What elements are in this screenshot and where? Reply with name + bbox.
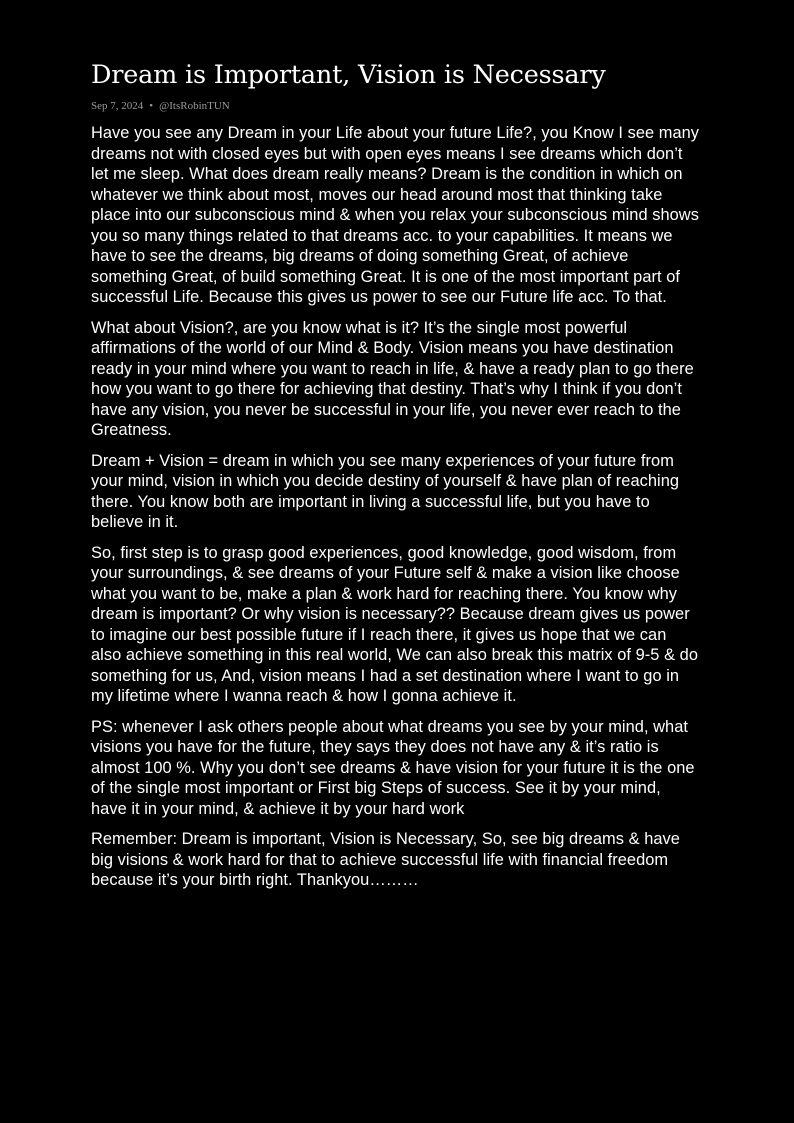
paragraph-ps: PS: whenever I ask others people about what dreams you see by your mind, what visions you have for the future, they says they does not have any & it’s ratio is almost 100 %. Why you don’t see dreams & have vision for your future it is the one of the single most important or First big Steps of success. See it by your mind, have it in your mind, & achieve it by your hard work [91,717,695,818]
publish-date: Sep 7, 2024 [91,100,144,112]
article-meta [91,98,701,114]
paragraph-dream-plus-vision: Dream + Vision = dream in which you see many experiences of your future from your mind, vision in which you decide destiny of yourself & have plan of reaching there. You know both are important in living a successful life, but you have to believe in it. [91,451,680,531]
paragraph-remember: Remember: Dream is important, Vision is Necessary, So, see big dreams & have big visions & work hard for that to achieve successful life with financial freedom because it’s your birth right. Thankyou……… [91,830,680,889]
paragraph-vision: What about Vision?, are you know what is it? It’s the single most powerful affirmations of the world of our Mind & Body. Vision means you have destination ready in your mind where you want to reach in life, & have a ready plan to go there how you want to go there for achieving that destiny. That’s why I think if you don’t have any vision, you never be successful in your life, you never ever reach to the Greatness. [91,318,694,439]
paragraph-dream: Have you see any Dream in your Life about your future Life?, you Know I see many dreams not with closed eyes but with open eyes means I see dreams which don’t let me sleep. What does dream really means? Dream is the condition in which on whatever we think about most, moves our head around most that thinking take place into our subconscious mind & when you relax your subconscious mind shows you so many things related to that dreams acc. to your capabilities. It means we have to see the dreams, big dreams of doing something Great, of achieve something Great, of build something Great. It is one of the most important part of successful Life. Because this gives us power to see our Future life acc. To that. [91,124,700,306]
meta-separator: • [149,100,154,112]
article-title: Dream is Important, Vision is Necessary [91,60,606,90]
article-body [91,123,701,891]
paragraph-first-step: So, first step is to grasp good experiences, good knowledge, good wisdom, from your surroundings, & see dreams of your Future self & make a vision like choose what you want to be, make a plan & work hard for reaching there. You know why dream is important? Or why vision is necessary?? Because dream gives us power to imagine our best possible future if I reach there, it gives us hope that we can also achieve something in this real world, We can also break this matrix of 9-5 & do something for us, And, vision means I had a set destination where I want to go in my lifetime where I wanna reach & how I gonna achieve it. [91,543,698,705]
author-handle[interactable]: @ItsRobinTUN [159,100,230,112]
article [91,58,701,901]
